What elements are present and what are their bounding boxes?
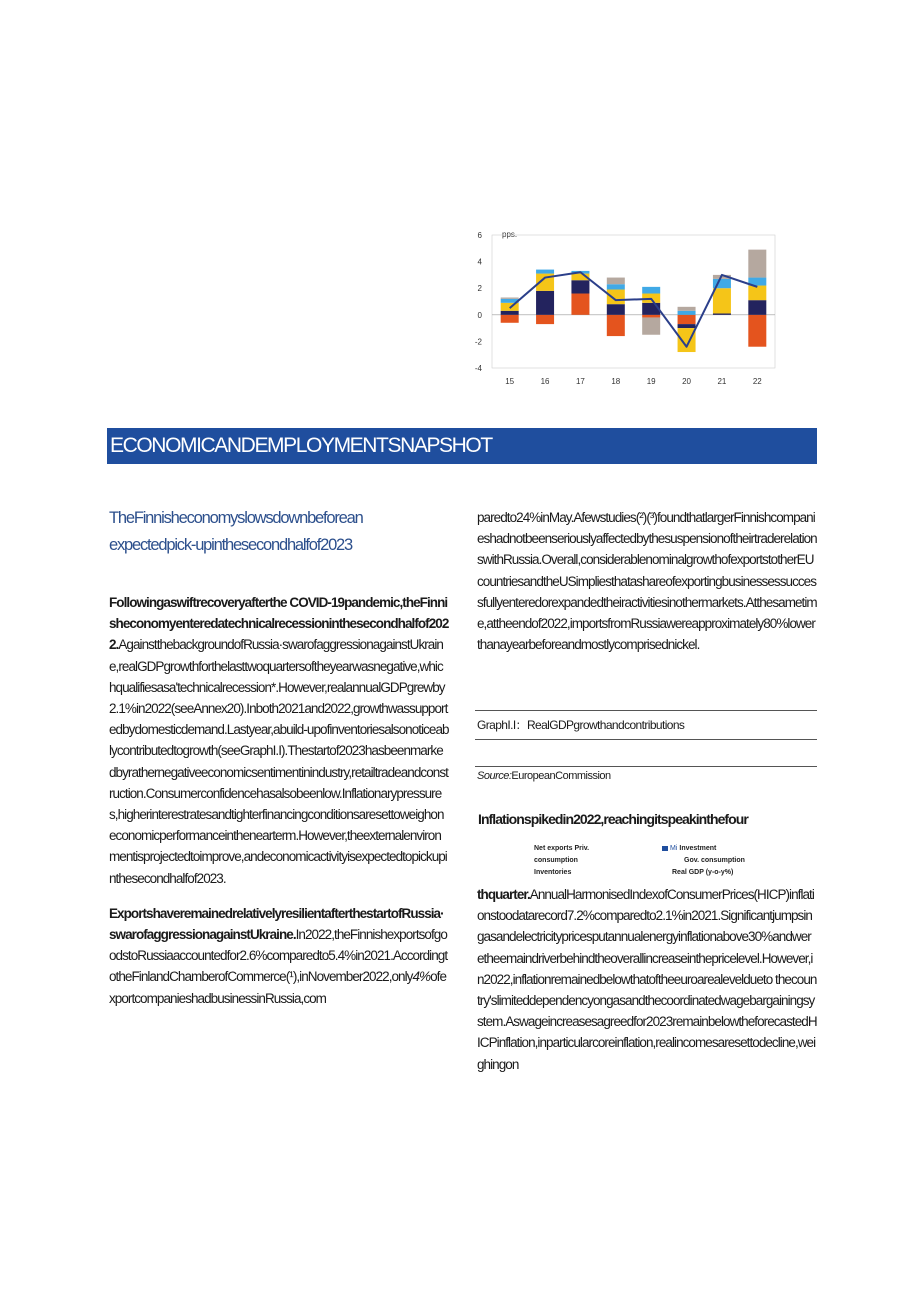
section-banner [107, 428, 817, 464]
right-column [477, 507, 817, 655]
bar-inventories-20 [678, 307, 696, 311]
inflation-paragraph [477, 884, 817, 1075]
paragraph-exports-body-a: In2022,theFinnishexportsofgoodstoRussiaaccountedfor2.6%comparedto5.4%in2021.AccordingtotheFinlandChamberofCommerce(¹),inNovember2022,only [109, 927, 448, 985]
left-column [109, 592, 449, 1009]
inflation-body: AnnualHarmonisedIndexofConsumerPrices(HICP)inflationstoodatarecord7.2%comparedto2.1%in2021.Significantjumpsingasandelectricitypricesputannualenergyinflationabove30%andweretheemaindriverbehindtheoverallincreaseinthepricelevel.However,in2022,inflationremainedbelowthatoftheeuroarealeveldueto thecountry'slimiteddependencyongasandthecoordinatedwagebargainingsystem.Aswageincreasesagreedfor2023remainbelowtheforecastedHICPinflation,inparticularcoreinflation,realincomesaresettodecline,weighingon [477, 887, 817, 1072]
banner-title: ECONOMICANDEMPLOYMENTSNAPSHOT [110, 434, 492, 457]
paragraph-exports [109, 903, 449, 1009]
bar-inventories-19 [642, 317, 660, 334]
legend-investment-label: Investment [679, 845, 717, 852]
graph-caption-box [475, 710, 817, 740]
x-tick-label: 17 [575, 377, 585, 386]
x-tick-label: 20 [682, 377, 692, 386]
paragraph-exports-lead: ExportshaveremainedrelativelyresilientafterthestartofRussia·swarofaggressionagainstUkraine. [109, 905, 444, 943]
x-tick-label: 18 [611, 377, 621, 386]
bar-priv-consumption-16 [536, 291, 554, 315]
y-tick-label: 4 [477, 257, 482, 267]
bar-priv-consumption-17 [571, 280, 589, 293]
bar-investment-21 [713, 288, 731, 313]
bar-gov-consumption-20 [678, 311, 696, 315]
source-note [477, 770, 611, 782]
inflation-heading: Inflationspikedin2022,reachingitspeakinthefour [478, 811, 748, 827]
bar-net-exports-18 [607, 315, 625, 336]
legend-real-gdp: Real GDP (y-o-y%) [672, 869, 734, 876]
bar-investment-15 [501, 303, 519, 311]
bar-gov-consumption-18 [607, 284, 625, 289]
bar-investment-18 [607, 290, 625, 305]
chart-unit-label: pps. [502, 230, 518, 239]
bar-net-exports-20 [678, 315, 696, 324]
x-tick-label: 16 [540, 377, 550, 386]
bar-net-exports-22 [748, 315, 766, 347]
bar-priv-consumption-20 [678, 324, 696, 328]
page-subtitle [109, 505, 459, 559]
legend-investment [662, 845, 716, 852]
y-tick-label: -4 [474, 364, 482, 373]
source-divider [475, 766, 817, 767]
paragraph-recession-body: AgainstthebackgroundofRussia·swarofaggressionagainstUkraine,realGDPgrowthforthelasttwoquartersoftheyearwasnegative,whichqualifiesasa'technicalrecession*.However,realannualGDPgrewby2.1%in2022(seeAnnex20).Inboth2021and2022,growthwassupportedbydomesticdemand.Lastyear,abuild-upofinventoriesalsonoticeablycontributedtogrowth(seeGraphI.I).Thestartof2023hasbeenmarkedbyrathernegativeeconomicsentimentinindustry,retailtradeandconstruction.Consumerconfidencehasalsobeenlow.Inflationarypressures,higherinterestratesandtighterfinancingconditionsaresettoweighoneconomicperformanceinthenearterm.However,theexternalenvironmentisprojectedtoimprove,andeconomicactivityisexpectedtopickupinthesecondhalfof2023. [109, 637, 449, 886]
bar-inventories-22 [748, 250, 766, 278]
paragraph-exports-italic: 4% [412, 969, 431, 985]
legend-consumption: consumption [534, 857, 578, 864]
legend-gov-consumption: Gov. consumption [684, 857, 745, 864]
bar-net-exports-19 [642, 315, 660, 318]
source-label: Source: [477, 770, 512, 782]
x-tick-label: 22 [752, 377, 762, 386]
inflation-heading-continued: thquarter. [477, 887, 530, 902]
paragraph-recession-lead: Followingaswiftrecoveryafterthe COVID-19pandemic,theFinnisheconomyenteredatechnicalrecessioninthesecondhalfof2022. [109, 595, 449, 653]
paragraph-recession [109, 592, 449, 889]
y-tick-label: 2 [477, 284, 482, 294]
bar-priv-consumption-18 [607, 304, 625, 315]
plot-frame [492, 235, 775, 368]
x-tick-label: 19 [646, 377, 656, 386]
gdp-contribution-chart [470, 222, 780, 392]
bar-net-exports-15 [501, 315, 519, 323]
legend-net-exports-priv: Net exports Priv. [534, 845, 590, 852]
bar-priv-consumption-15 [501, 311, 519, 315]
paragraph-exports-body-b: ofexportcompanieshadbusinessinRussia,com [109, 969, 447, 1006]
y-tick-label: 0 [477, 310, 482, 320]
subtitle-line-2: expectedpick-upinthesecondhalfof2023 [109, 536, 353, 554]
source-value: EuropeanCommission [511, 770, 611, 782]
subtitle-line-1: TheFinnisheconomyslowsdownbeforean [109, 509, 363, 527]
bar-net-exports-17 [571, 294, 589, 315]
legend-mi-marker: Mi [670, 845, 678, 852]
legend-swatch [662, 846, 668, 851]
bar-inventories-18 [607, 278, 625, 285]
graph-caption: GraphI.I：RealGDPgrowthandcontributions [477, 718, 685, 732]
paragraph-exports-continued: paredto24%inMay.Afewstudies(²)(³)foundthatlargerFinnishcompanieshadnotbeenseriouslyaffectedbythesuspensionoftheirtraderelationswithRussia.Overall,considerablenominalgrowthofexportstotherEUcountriesandtheUSimpliesthatashareofexportingbusinessessuccessfullyenteredorexpandedtheiractivitiesinothermarkets.Atthesametime,attheendof2022,importsfromRussiawereapproximately80%lowerthanayearbeforeandmostlycomprisednickel. [477, 510, 817, 653]
x-tick-label: 21 [717, 377, 727, 386]
bar-inventories-15 [501, 298, 519, 299]
bar-gov-consumption-16 [536, 270, 554, 274]
x-tick-label: 15 [505, 377, 515, 386]
bar-net-exports-16 [536, 315, 554, 324]
bar-gov-consumption-19 [642, 287, 660, 294]
bar-priv-consumption-21 [713, 313, 731, 314]
y-tick-label: 6 [477, 231, 482, 240]
legend-inventories: Inventories [534, 869, 572, 876]
inflation-paragraph-text [477, 884, 817, 1075]
bar-priv-consumption-22 [748, 300, 766, 315]
bar-investment-22 [748, 286, 766, 301]
y-tick-label: -2 [474, 337, 482, 347]
